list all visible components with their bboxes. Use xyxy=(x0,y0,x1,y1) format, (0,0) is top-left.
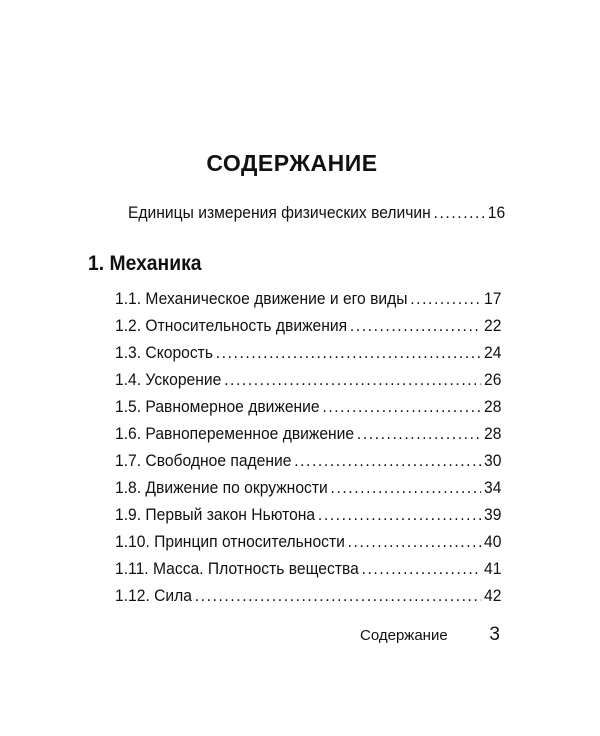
toc-entry-page: 16 xyxy=(487,203,506,222)
toc-entry xyxy=(115,424,501,444)
toc-entry-page: 17 xyxy=(483,289,502,308)
toc-entry xyxy=(115,397,501,417)
toc-entry-label: 1.6. Равнопеременное движение xyxy=(115,424,355,443)
toc-entry-page: 26 xyxy=(483,370,502,389)
toc-leader-dots xyxy=(195,586,481,606)
toc-leader-dots xyxy=(434,203,485,223)
toc-entry-label: 1.1. Механическое движение и его виды xyxy=(115,289,408,308)
page-number: 3 xyxy=(489,624,500,645)
toc-entry xyxy=(115,586,501,606)
running-footer-label: Содержание xyxy=(360,627,448,644)
toc-entry-label: 1.3. Скорость xyxy=(115,343,213,362)
toc-entry-page: 28 xyxy=(483,424,502,443)
toc-entry-label: Единицы измерения физических величин xyxy=(128,203,431,222)
toc-leader-dots xyxy=(322,397,481,417)
toc-entry-label: 1.4. Ускорение xyxy=(115,370,222,389)
toc-entry-page: 42 xyxy=(483,586,502,605)
toc-entry xyxy=(115,478,501,498)
toc-leader-dots xyxy=(348,532,482,552)
toc-entry xyxy=(115,559,501,579)
toc-entry-label: 1.9. Первый закон Ньютона xyxy=(115,505,316,524)
toc-entry xyxy=(115,451,501,471)
toc-entry-page: 39 xyxy=(483,505,502,524)
toc-entry-page: 22 xyxy=(483,316,502,335)
toc-entry-label: 1.12. Сила xyxy=(115,586,192,605)
toc-leader-dots xyxy=(331,478,482,498)
section-heading: 1. Механика xyxy=(88,252,202,275)
toc-entry-page: 40 xyxy=(483,532,502,551)
toc-entry-units xyxy=(128,203,505,223)
toc-entry-label: 1.8. Движение по окружности xyxy=(115,478,328,497)
toc-entry-label: 1.5. Равномерное движение xyxy=(115,397,320,416)
toc-entry xyxy=(115,343,501,363)
toc-entry xyxy=(115,289,501,309)
toc-leader-dots xyxy=(357,424,481,444)
toc-leader-dots xyxy=(294,451,481,471)
toc-entry-page: 30 xyxy=(483,451,502,470)
toc-entry-label: 1.11. Масса. Плотность вещества xyxy=(115,559,359,578)
toc-leader-dots xyxy=(350,316,481,336)
toc-entry xyxy=(115,532,501,552)
toc-entry-label: 1.2. Относительность движения xyxy=(115,316,348,335)
page-title: СОДЕРЖАНИЕ xyxy=(206,150,378,176)
toc-leader-dots xyxy=(318,505,481,525)
toc-leader-dots xyxy=(362,559,482,579)
toc-entry xyxy=(115,370,501,390)
toc-leader-dots xyxy=(224,370,481,390)
toc-leader-dots xyxy=(216,343,481,363)
toc-entry-label: 1.7. Свободное падение xyxy=(115,451,292,470)
toc-entry-page: 24 xyxy=(483,343,502,362)
toc-entry-page: 28 xyxy=(483,397,502,416)
toc-entry xyxy=(115,316,501,336)
toc-leader-dots xyxy=(410,289,481,309)
toc-entry-page: 34 xyxy=(483,478,502,497)
page-footer xyxy=(360,624,500,646)
toc-entry-page: 41 xyxy=(483,559,502,578)
toc-entry-label: 1.10. Принцип относительности xyxy=(115,532,345,551)
toc-entry xyxy=(115,505,501,525)
